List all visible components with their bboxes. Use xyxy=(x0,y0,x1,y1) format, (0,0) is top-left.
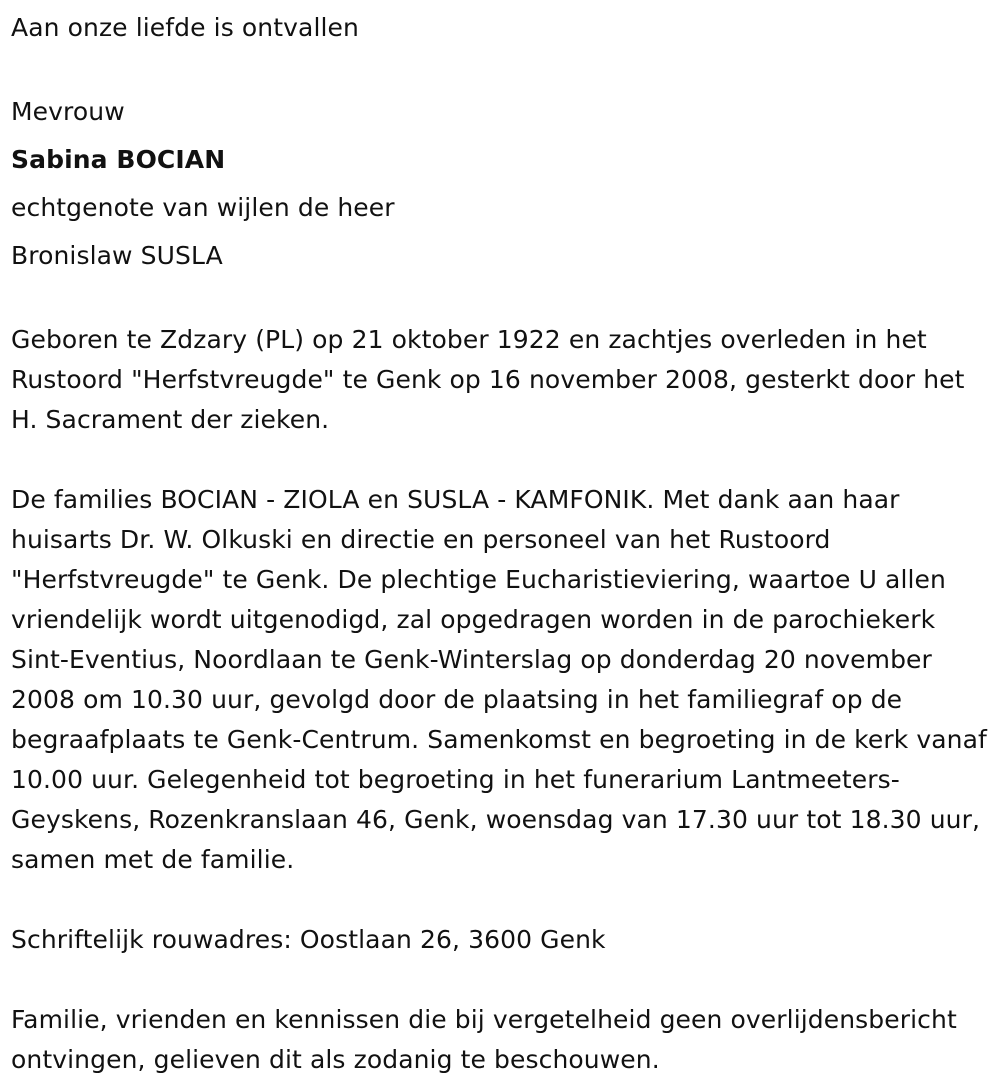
address-paragraph: Schriftelijk rouwadres: Oostlaan 26, 3600 Genk xyxy=(11,925,606,954)
salutation: Mevrouw xyxy=(11,97,125,126)
family-ceremony-paragraph: De families BOCIAN - ZIOLA en SUSLA - KAMFONIK. Met dank aan haar huisarts Dr. W. Olkuski en directie en personeel van het Rustoord "Herfstvreugde" te Genk. De plechtige Eucharistieviering, waartoe U allen vriendelijk wordt uitgenodigd, zal opgedragen worden in de parochiekerk Sint-Eventius, Noordlaan te Genk-Winterslag op donderdag 20 november 2008 om 10.30 uur, gevolgd door de plaatsing in het familiegraf op de begraafplaats te Genk-Centrum. Samenkomst en begroeting in de kerk vanaf 10.00 uur. Gelegenheid tot begroeting in het funerarium Lantmeeters-Geyskens, Rozenkranslaan 46, Genk, woensdag van 17.30 uur tot 18.30 uur, samen met de familie. xyxy=(11,485,987,874)
spouse-name: Bronislaw SUSLA xyxy=(11,241,223,270)
birth-death-paragraph: Geboren te Zdzary (PL) op 21 oktober 1922 en zachtjes overleden in het Rustoord "Herfstvreugde" te Genk op 16 november 2008, gesterkt door het H. Sacrament der zieken. xyxy=(11,325,965,434)
deceased-block xyxy=(11,88,990,280)
intro-line: Aan onze liefde is ontvallen xyxy=(11,13,359,42)
closing-paragraph: Familie, vrienden en kennissen die bij vergetelheid geen overlijdensbericht ontvingen, gelieven dit als zodanig te beschouwen. xyxy=(11,1005,957,1074)
deceased-name: Sabina BOCIAN xyxy=(11,145,226,174)
relation-line: echtgenote van wijlen de heer xyxy=(11,193,395,222)
